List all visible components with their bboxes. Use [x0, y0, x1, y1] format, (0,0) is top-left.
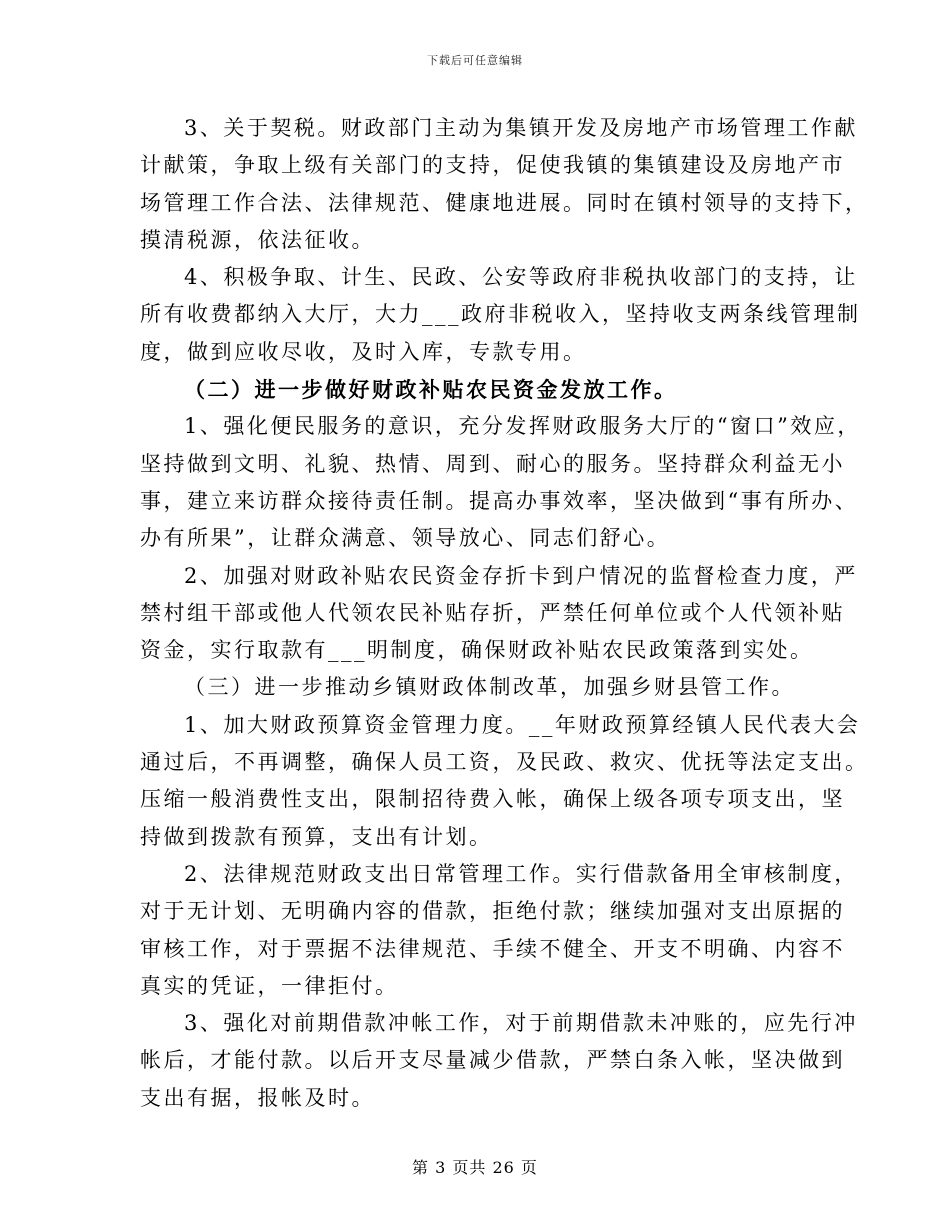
- page-number: 第 3 页共 26 页: [412, 1158, 538, 1177]
- paragraph-line: 支出有据，报帐及时。: [140, 1085, 375, 1110]
- paragraph-line: 持做到拨款有预算，支出有计划。: [140, 824, 493, 849]
- paragraph-line: 真实的凭证，一律拒付。: [140, 973, 399, 998]
- paragraph-line: 帐后，才能付款。以后开支尽量减少借款，严禁白条入帐，坚决做到: [140, 1048, 845, 1073]
- section-heading: （三）进一步推动乡镇财政体制改革，加强乡财县管工作。: [184, 675, 795, 700]
- paragraph-line: 对于无计划、无明确内容的借款，拒绝付款；继续加强对支出原据的: [140, 899, 845, 924]
- paragraph-line: 摸清税源，依法征收。: [140, 227, 375, 252]
- document-body: [140, 110, 869, 1117]
- paragraph-line: 1、加大财政预算资金管理力度。__年财政预算经镇人民代表大会: [184, 712, 861, 737]
- paragraph-line: 压缩一般消费性支出，限制招待费入帐，确保上级各项专项支出，坚: [140, 787, 845, 812]
- paragraph-line: 3、关于契税。财政部门主动为集镇开发及房地产市场管理工作献: [184, 116, 858, 140]
- paragraph-line: 通过后，不再调整，确保人员工资，及民政、救灾、优抚等法定支出。: [140, 750, 869, 775]
- paragraph-line: 2、加强对财政补贴农民资金存折卡到户情况的监督检查力度，严: [184, 563, 858, 588]
- paragraph-line: 资金，实行取款有___明制度，确保财政补贴农民政策落到实处。: [140, 638, 814, 663]
- paragraph-line: 办有所果”，让群众满意、领导放心、同志们舒心。: [140, 526, 671, 551]
- paragraph-line: 事，建立来访群众接待责任制。提高办事效率，坚决做到“事有所办、: [140, 488, 859, 513]
- paragraph-line: 1、强化便民服务的意识，充分发挥财政服务大厅的“窗口”效应，: [184, 414, 861, 439]
- paragraph-line: 计献策，争取上级有关部门的支持，促使我镇的集镇建设及房地产市: [140, 153, 845, 178]
- paragraph-line: 2、法律规范财政支出日常管理工作。实行借款备用全审核制度，: [184, 861, 858, 886]
- page-header-note: 下载后可任意编辑: [427, 54, 523, 67]
- paragraph-line: 坚持做到文明、礼貌、热情、周到、耐心的服务。坚持群众利益无小: [140, 451, 845, 476]
- paragraph-line: 所有收费都纳入大厅，大力___政府非税收入，坚持收支两条线管理制: [140, 302, 861, 327]
- paragraph-line: 3、强化对前期借款冲帐工作，对于前期借款未冲账的，应先行冲: [184, 1011, 858, 1036]
- paragraph-line: 度，做到应收尽收，及时入库，专款专用。: [140, 339, 587, 364]
- paragraph-line: 场管理工作合法、法律规范、健康地进展。同时在镇村领导的支持下，: [140, 190, 869, 215]
- paragraph-line: 禁村组干部或他人代领农民补贴存折，严禁任何单位或个人代领补贴: [140, 600, 845, 625]
- paragraph-line: 4、积极争取、计生、民政、公安等政府非税执收部门的支持，让: [184, 265, 858, 290]
- paragraph-line: 审核工作，对于票据不法律规范、手续不健全、开支不明确、内容不: [140, 936, 845, 961]
- section-heading: （二）进一步做好财政补贴农民资金发放工作。: [184, 377, 678, 403]
